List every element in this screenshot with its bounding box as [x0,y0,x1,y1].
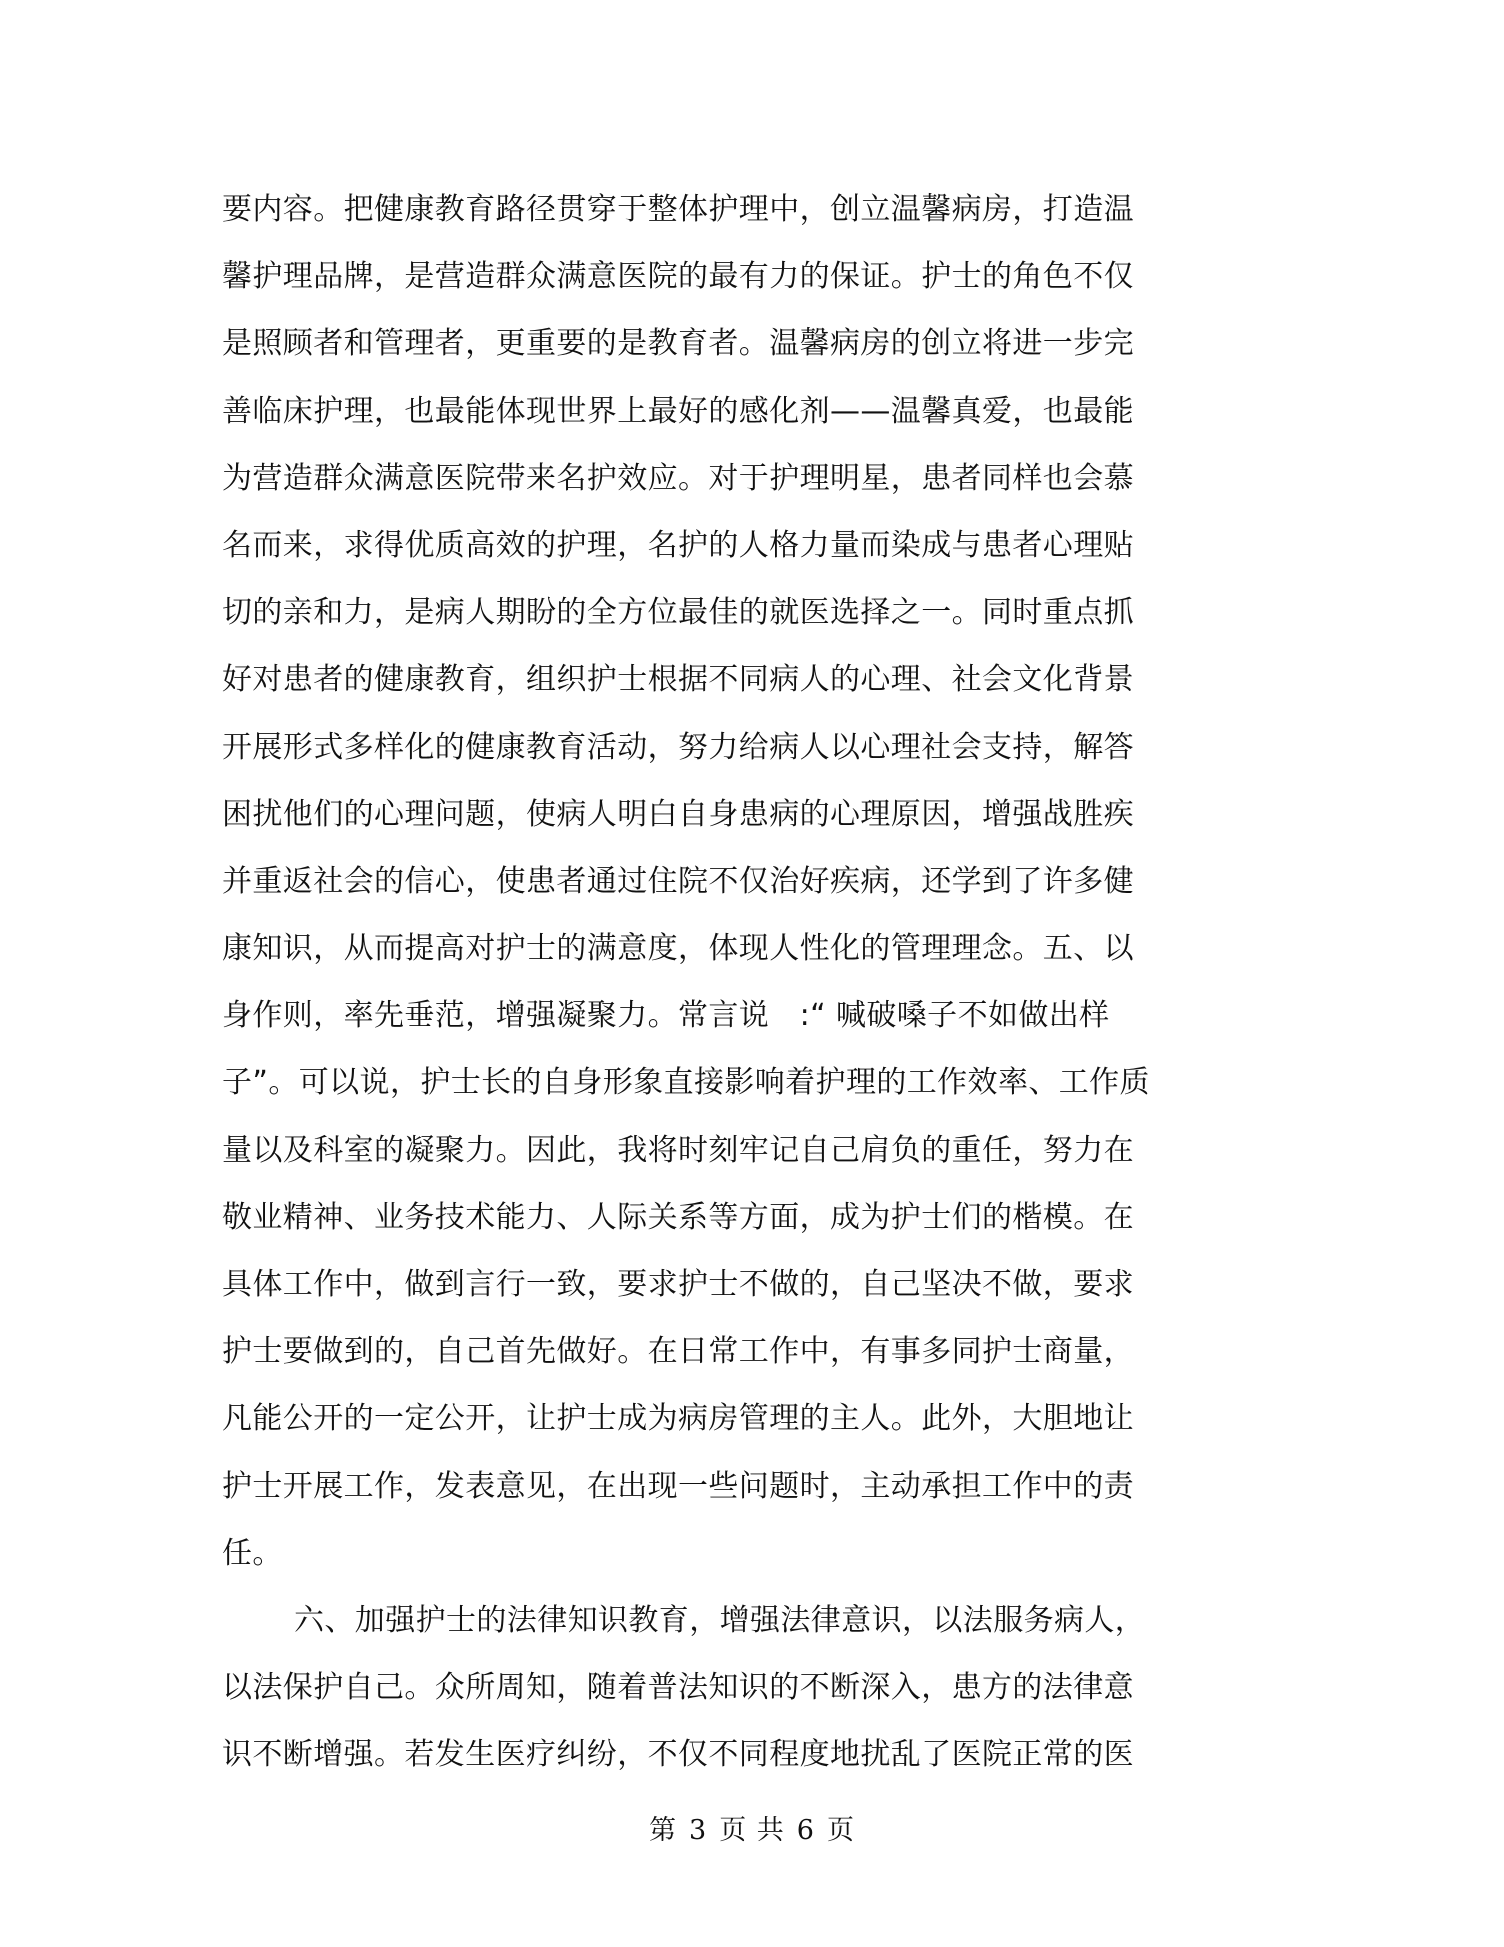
text-line: 凡能公开的一定公开，让护士成为病房管理的主人。此外，大胆地让 [222,1401,1134,1437]
text-line: 为营造群众满意医院带来名护效应。对于护理明星，患者同样也会慕 [222,460,1134,496]
footer-total-pages: 6 [796,1815,815,1846]
footer-suffix: 页 [826,1815,855,1846]
footer-prefix: 第 [649,1815,678,1846]
body-text [222,176,1342,1789]
text-line: 开展形式多样化的健康教育活动，努力给病人以心理社会支持，解答 [222,729,1134,765]
text-line: 康知识，从而提高对护士的满意度，体现人性化的管理理念。五、以 [222,931,1134,967]
text-line: 具体工作中，做到言行一致，要求护士不做的，自己坚决不做，要求 [222,1267,1134,1302]
text-line: 以法保护自己。众所周知，随着普法知识的不断深入，患方的法律意 [222,1670,1134,1706]
text-line: 量以及科室的凝聚力。因此，我将时刻牢记自己肩负的重任，努力在 [222,1132,1134,1168]
text-line: 护士开展工作，发表意见，在出现一些问题时，主动承担工作中的责 [222,1468,1134,1504]
text-line: 任。 [222,1535,283,1571]
text-line: 身作则，率先垂范，增强凝聚力。常言说 :“ 喊破嗓子不如做出样 [222,998,1110,1034]
text-line: 切的亲和力，是病人期盼的全方位最佳的就医选择之一。同时重点抓 [222,595,1134,631]
text-line: 是照顾者和管理者，更重要的是教育者。温馨病房的创立将进一步完 [222,326,1134,362]
text-line: 并重返社会的信心，使患者通过住院不仅治好疾病，还学到了许多健 [222,863,1134,899]
text-line: 要内容。把健康教育路径贯穿于整体护理中，创立温馨病房，打造温 [222,192,1134,227]
text-line: 困扰他们的心理问题，使病人明白自身患病的心理原因，增强战胜疾 [222,796,1134,832]
text-line: 子”。可以说，护士长的自身形象直接影响着护理的工作效率、工作质 [222,1065,1150,1101]
text-line: 护士要做到的，自己首先做好。在日常工作中，有事多同护士商量， [222,1334,1134,1370]
text-line: 六、加强护士的法律知识教育，增强法律意识，以法服务病人， [294,1602,1146,1638]
text-line: 敬业精神、业务技术能力、人际关系等方面，成为护士们的楷模。在 [222,1199,1134,1235]
text-line: 善临床护理，也最能体现世界上最好的感化剂——温馨真爱，也最能 [222,393,1134,429]
text-line: 识不断增强。若发生医疗纠纷，不仅不同程度地扰乱了医院正常的医 [222,1737,1134,1773]
text-line: 名而来，求得优质高效的护理，名护的人格力量而染成与患者心理贴 [222,527,1134,563]
page-footer [0,1808,1504,1847]
footer-current-page: 3 [689,1815,708,1846]
footer-middle: 页 共 [719,1815,785,1846]
text-line: 馨护理品牌，是营造群众满意医院的最有力的保证。护士的角色不仅 [222,259,1134,295]
text-line: 好对患者的健康教育，组织护士根据不同病人的心理、社会文化背景 [222,662,1134,698]
